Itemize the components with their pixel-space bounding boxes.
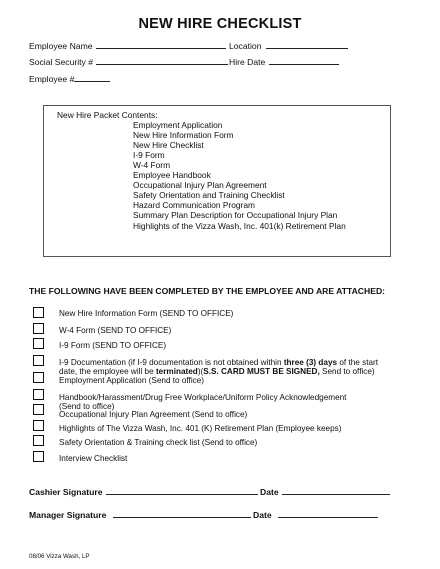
packet-item: Employee Handbook (133, 170, 211, 180)
checklist-label-employment-application: Employment Application (Send to office) (59, 376, 205, 385)
social-security-line[interactable] (96, 56, 228, 65)
manager-date-line[interactable] (278, 509, 378, 518)
packet-item: Safety Orientation and Training Checklist (133, 190, 285, 200)
checkbox-injury-plan[interactable] (33, 404, 44, 415)
checklist-label-safety-orientation: Safety Orientation & Training check list (Send to office) (59, 438, 258, 447)
checklist-label-retirement-plan: Highlights of The Vizza Wash, Inc. 401 (K) Retirement Plan (Employee keeps) (59, 424, 342, 433)
cashier-date-label: Date (260, 487, 279, 497)
checklist-label-i9: I-9 Form (SEND TO OFFICE) (59, 341, 167, 350)
hire-date-label: Hire Date (229, 57, 266, 67)
employee-number-line[interactable] (74, 73, 110, 82)
employee-number-field[interactable] (29, 73, 110, 84)
checklist-label-new-hire-info: New Hire Information Form (SEND TO OFFICE) (59, 309, 234, 318)
manager-signature-line[interactable] (113, 509, 251, 518)
packet-item: Summary Plan Description for Occupational Injury Plan (133, 210, 338, 220)
packet-item: New Hire Information Form (133, 130, 234, 140)
cashier-signature-field[interactable] (29, 486, 258, 497)
checklist-label-injury-plan: Occupational Injury Plan Agreement (Send to office) (59, 410, 248, 419)
checklist-label-handbook: Handbook/Harassment/Drug Free Workplace/Uniform Policy Acknowledgement (59, 393, 347, 402)
checkbox-safety-orientation[interactable] (33, 435, 44, 446)
manager-signature-field[interactable] (29, 509, 251, 520)
checkbox-i9-documentation[interactable] (33, 355, 44, 366)
section-heading: THE FOLLOWING HAVE BEEN COMPLETED BY THE EMPLOYEE AND ARE ATTACHED: (29, 286, 386, 296)
employee-name-field[interactable] (29, 40, 226, 51)
packet-item: Hazard Communication Program (133, 200, 255, 210)
employee-number-label: Employee # (29, 74, 75, 84)
location-label: Location (229, 41, 262, 51)
employee-name-line[interactable] (96, 40, 226, 49)
checklist-label-i9-documentation-cont: date, the employee will be terminated)(S.S. CARD MUST BE SIGNED, Send to office) (59, 367, 375, 376)
hire-date-field[interactable] (229, 56, 339, 67)
packet-item: I-9 Form (133, 150, 165, 160)
packet-item: Employment Application (133, 120, 223, 130)
cashier-date-line[interactable] (282, 486, 390, 495)
cashier-date-field[interactable] (260, 486, 390, 497)
manager-signature-label: Manager Signature (29, 510, 107, 520)
cashier-signature-line[interactable] (106, 486, 258, 495)
checklist-label-interview: Interview Checklist (59, 454, 128, 463)
checkbox-retirement-plan[interactable] (33, 420, 44, 431)
packet-item: Occupational Injury Plan Agreement (133, 180, 267, 190)
checkbox-employment-application[interactable] (33, 372, 44, 383)
footer-text: 08/06 Vizza Wash, LP (29, 553, 90, 560)
checkbox-i9[interactable] (33, 338, 44, 349)
manager-date-field[interactable] (253, 509, 378, 520)
manager-date-label: Date (253, 510, 272, 520)
social-security-label: Social Security # (29, 57, 94, 67)
checkbox-interview[interactable] (33, 451, 44, 462)
page-title: NEW HIRE CHECKLIST (138, 16, 302, 32)
packet-item: New Hire Checklist (133, 140, 204, 150)
social-security-field[interactable] (29, 56, 228, 67)
cashier-signature-label: Cashier Signature (29, 487, 103, 497)
packet-item: W-4 Form (133, 160, 171, 170)
checkbox-handbook[interactable] (33, 389, 44, 400)
checkbox-w4[interactable] (33, 323, 44, 334)
hire-date-line[interactable] (269, 56, 339, 65)
checkbox-new-hire-info[interactable] (33, 307, 44, 318)
employee-name-label: Employee Name (29, 41, 93, 51)
packet-item: Highlights of the Vizza Wash, Inc. 401(k) Retirement Plan (133, 221, 346, 231)
checklist-label-w4: W-4 Form (SEND TO OFFICE) (59, 326, 172, 335)
checklist-label-i9-documentation: I-9 Documentation (if I-9 documentation is not obtained within three (3) days of the start (59, 358, 379, 367)
packet-heading: New Hire Packet Contents: (57, 110, 158, 120)
location-field[interactable] (229, 40, 348, 51)
location-line[interactable] (266, 40, 348, 49)
checklist-label-handbook-sub: (Send to office) (59, 402, 115, 411)
